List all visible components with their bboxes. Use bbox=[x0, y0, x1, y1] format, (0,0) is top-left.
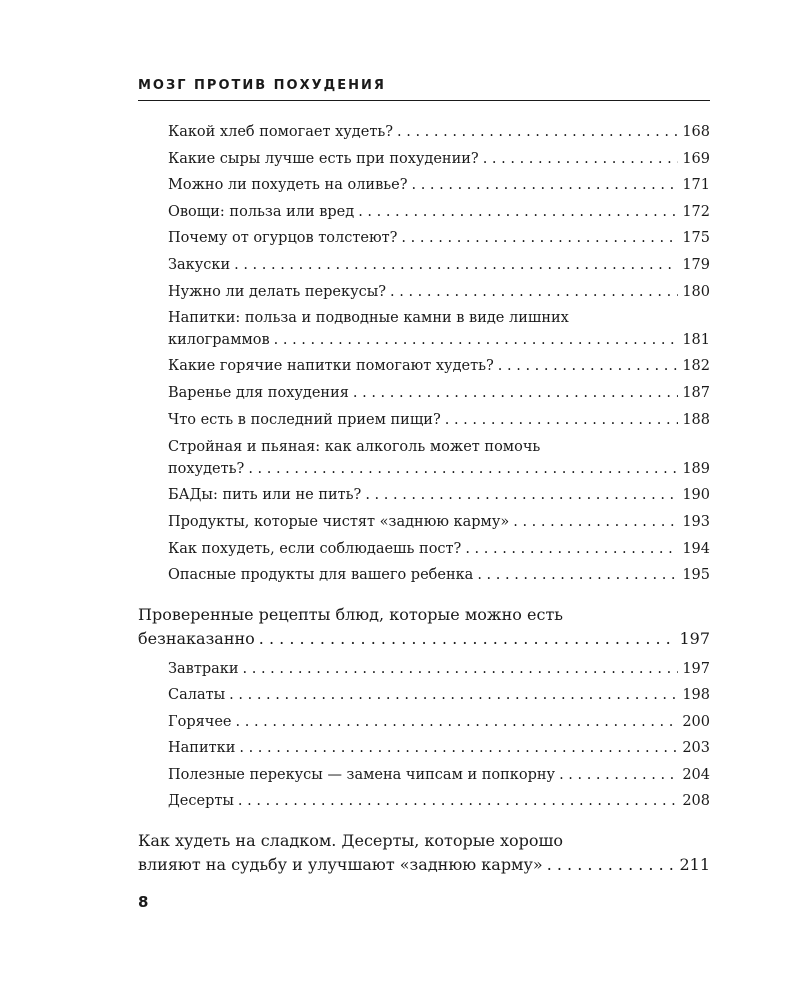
toc-entry-title: Напитки bbox=[168, 740, 236, 756]
toc-entry bbox=[168, 764, 710, 786]
toc-entry-page: 171 bbox=[682, 177, 710, 193]
toc-entry-title: БАДы: пить или не пить? bbox=[168, 487, 362, 503]
dot-leader bbox=[477, 564, 678, 586]
toc-entry-title: Опасные продукты для вашего ребенка bbox=[168, 567, 474, 583]
toc-entry-title-line2: килограммов bbox=[168, 332, 270, 348]
toc-section-title-line2: безнаказанно bbox=[138, 629, 255, 648]
toc-entry-title: Как похудеть, если соблюдаешь пост? bbox=[168, 541, 462, 557]
toc-entry-page: 194 bbox=[682, 541, 710, 557]
toc-entry-page: 182 bbox=[682, 358, 710, 374]
dot-leader bbox=[274, 329, 679, 351]
toc-entry-page: 188 bbox=[682, 412, 710, 428]
toc-entry bbox=[168, 174, 710, 196]
dot-leader bbox=[547, 853, 676, 877]
toc-section-title-line1: Как худеть на сладком. Десерты, которые хорошо bbox=[138, 831, 564, 850]
toc-entry-page: 179 bbox=[682, 257, 710, 273]
toc-entry-page: 169 bbox=[682, 151, 710, 167]
dot-leader bbox=[397, 121, 678, 143]
toc-entry-page: 208 bbox=[682, 793, 710, 809]
toc-entry-page: 204 bbox=[682, 767, 710, 783]
toc-entry-title: Нужно ли делать перекусы? bbox=[168, 284, 387, 300]
dot-leader bbox=[239, 737, 678, 759]
dot-leader bbox=[390, 281, 678, 303]
toc-entry-title: Почему от огурцов толстеют? bbox=[168, 230, 398, 246]
toc-entry bbox=[168, 281, 710, 303]
toc-section-title-line1: Проверенные рецепты блюд, которые можно есть bbox=[138, 605, 564, 624]
page-number: 8 bbox=[138, 893, 149, 911]
dot-leader bbox=[365, 484, 678, 506]
toc-entry-page: 180 bbox=[682, 284, 710, 300]
toc-entry-page: 203 bbox=[682, 740, 710, 756]
dot-leader bbox=[498, 355, 679, 377]
toc-entry bbox=[168, 382, 710, 404]
dot-leader bbox=[353, 382, 678, 404]
toc-entry-title: Полезные перекусы — замена чипсам и попкорну bbox=[168, 767, 556, 783]
toc-entry-title: Десерты bbox=[168, 793, 234, 809]
toc-section-title-line2: влияют на судьбу и улучшают «заднюю карму» bbox=[138, 855, 543, 874]
dot-leader bbox=[238, 790, 678, 812]
dot-leader bbox=[358, 201, 678, 223]
toc-entry-page: 189 bbox=[682, 461, 710, 477]
dot-leader bbox=[234, 254, 678, 276]
toc-entry bbox=[168, 121, 710, 143]
toc-entry bbox=[168, 148, 710, 170]
running-head-title: МОЗГ ПРОТИВ ПОХУДЕНИЯ bbox=[138, 78, 386, 93]
toc-entry-page: 193 bbox=[682, 514, 710, 530]
toc-entry bbox=[168, 254, 710, 276]
dot-leader bbox=[248, 458, 678, 480]
toc-section-sweets bbox=[138, 829, 710, 877]
toc-entry-page: 195 bbox=[682, 567, 710, 583]
toc-entry-page: 187 bbox=[682, 385, 710, 401]
dot-leader bbox=[259, 627, 676, 651]
dot-leader bbox=[236, 711, 679, 733]
toc-entry-title: Варенье для похудения bbox=[168, 385, 349, 401]
toc-section-page: 211 bbox=[679, 855, 710, 874]
toc-entry-page: 168 bbox=[682, 124, 710, 140]
toc-entry bbox=[168, 790, 710, 812]
dot-leader bbox=[401, 227, 678, 249]
toc-entry-title-line1: Стройная и пьяная: как алкоголь может помочь bbox=[168, 439, 541, 455]
toc-entry-page: 190 bbox=[682, 487, 710, 503]
toc-entry-page: 200 bbox=[682, 714, 710, 730]
toc-entry bbox=[168, 538, 710, 560]
toc-entry bbox=[168, 355, 710, 377]
toc-entry-title-line1: Напитки: польза и подводные камни в виде лишних bbox=[168, 310, 569, 326]
toc-entry bbox=[168, 511, 710, 533]
toc-entry bbox=[168, 684, 710, 706]
toc-entry-title: Горячее bbox=[168, 714, 232, 730]
toc-entry-page: 172 bbox=[682, 204, 710, 220]
toc-entry-title-line2: похудеть? bbox=[168, 461, 245, 477]
toc-entry-title: Продукты, которые чистят «заднюю карму» bbox=[168, 514, 510, 530]
toc-entry bbox=[168, 227, 710, 249]
dot-leader bbox=[411, 174, 678, 196]
toc-entry-title: Какой хлеб помогает худеть? bbox=[168, 124, 394, 140]
toc-entry-title: Что есть в последний прием пищи? bbox=[168, 412, 441, 428]
toc-entry bbox=[168, 307, 710, 351]
dot-leader bbox=[445, 409, 679, 431]
toc-entry-page: 197 bbox=[682, 661, 710, 677]
dot-leader bbox=[229, 684, 678, 706]
toc-section-recipes bbox=[138, 603, 710, 651]
dot-leader bbox=[465, 538, 678, 560]
toc-entry-page: 198 bbox=[682, 687, 710, 703]
toc-entry-title: Закуски bbox=[168, 257, 231, 273]
dot-leader bbox=[513, 511, 678, 533]
toc-entry bbox=[168, 436, 710, 480]
toc-entry bbox=[168, 658, 710, 680]
toc-entry bbox=[168, 409, 710, 431]
toc-entry bbox=[168, 484, 710, 506]
dot-leader bbox=[243, 658, 679, 680]
toc-entry-title: Можно ли похудеть на оливье? bbox=[168, 177, 408, 193]
toc-entry-page: 175 bbox=[682, 230, 710, 246]
dot-leader bbox=[559, 764, 678, 786]
toc-entry-title: Какие сыры лучше есть при похудении? bbox=[168, 151, 479, 167]
toc-entry bbox=[168, 711, 710, 733]
toc-entry bbox=[168, 737, 710, 759]
toc-entry-title: Какие горячие напитки помогают худеть? bbox=[168, 358, 494, 374]
toc-entry-title: Салаты bbox=[168, 687, 226, 703]
toc-entry-title: Овощи: польза или вред bbox=[168, 204, 355, 220]
toc-entry bbox=[168, 201, 710, 223]
toc-entry-title: Завтраки bbox=[168, 661, 239, 677]
dot-leader bbox=[483, 148, 679, 170]
toc-entry-page: 181 bbox=[682, 332, 710, 348]
toc-entry bbox=[168, 564, 710, 586]
toc-section-page: 197 bbox=[679, 629, 710, 648]
